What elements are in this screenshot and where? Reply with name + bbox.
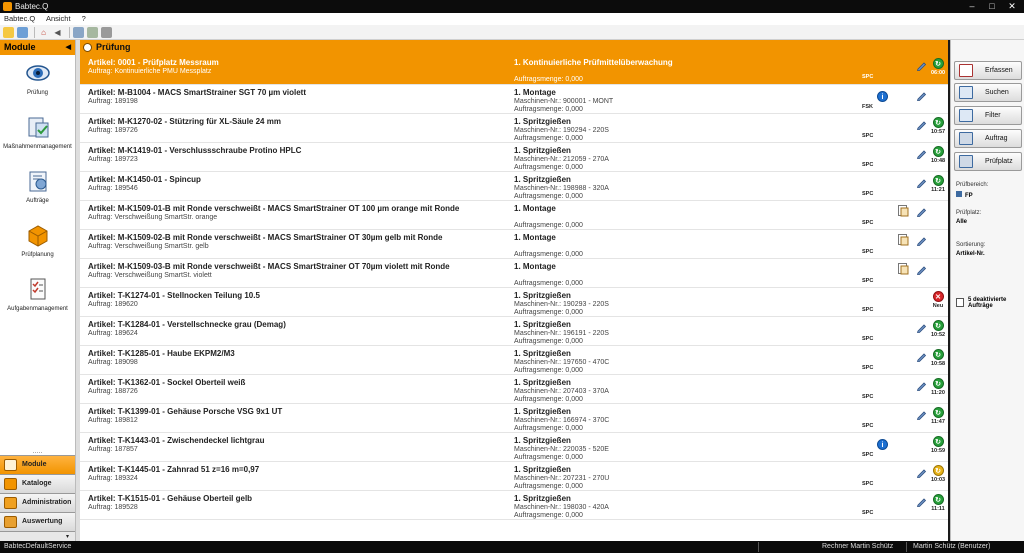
button-label: Prüfplatz	[985, 158, 1013, 165]
nav-group-label: Kataloge	[22, 480, 52, 487]
method-tag: SPC	[862, 191, 874, 197]
method-tag: SPC	[862, 307, 874, 313]
document-icon[interactable]	[898, 205, 909, 217]
collapse-icon[interactable]: ◀	[65, 44, 71, 51]
process-step: 1. Spritzgießen	[514, 175, 571, 184]
list-item[interactable]	[80, 259, 948, 288]
pruefplatz-button[interactable]	[954, 152, 1022, 171]
article-title: Artikel: T-K1285-01 - Haube EKPM2/M3	[88, 349, 235, 358]
nav-group-auswertung[interactable]	[0, 512, 75, 531]
method-tag: SPC	[862, 220, 874, 226]
list-item[interactable]	[80, 55, 948, 85]
home-icon[interactable]: ⌂	[41, 27, 46, 37]
order-text: Auftrag: 189726	[88, 127, 138, 134]
method-tag: SPC	[862, 278, 874, 284]
article-title: Artikel: T-K1443-01 - Zwischendeckel lichtgrau	[88, 436, 265, 445]
article-title: Artikel: T-K1445-01 - Zahnrad 51 z=16 m=0,97	[88, 465, 260, 474]
title-bar	[0, 0, 1024, 13]
method-tag: SPC	[862, 133, 874, 139]
order-quantity: Auftragsmenge: 0,000	[514, 222, 583, 229]
main-title: Prüfung	[96, 42, 131, 52]
status-bar	[0, 541, 1024, 553]
article-title: Artikel: M-K1450-01 - Spincup	[88, 175, 201, 184]
pencil-icon[interactable]	[916, 496, 927, 507]
list-item[interactable]	[80, 375, 948, 404]
new-icon[interactable]	[3, 27, 14, 38]
toolbar-separator	[69, 27, 70, 38]
filter-button[interactable]	[954, 106, 1022, 125]
method-tag: SPC	[862, 74, 874, 80]
machine-number: Maschinen-Nr.: 220035 - 520E	[514, 446, 609, 453]
window-title: Babtec.Q	[15, 2, 49, 11]
folder-icon	[956, 191, 962, 197]
user-status: Martin Schütz (Benutzer)	[913, 543, 991, 550]
print-icon[interactable]	[101, 27, 112, 38]
nav-group-label: Module	[22, 461, 47, 468]
pencil-icon[interactable]	[916, 264, 927, 275]
status-indicator[interactable]	[931, 146, 945, 164]
save-icon[interactable]	[17, 27, 28, 38]
erfassen-button[interactable]	[954, 61, 1022, 80]
module-label: Aufträge	[26, 198, 49, 204]
status-indicator[interactable]	[931, 58, 945, 76]
status-time: 10:52	[931, 332, 946, 338]
suchen-button[interactable]	[954, 83, 1022, 102]
process-step: 1. Spritzgießen	[514, 117, 571, 126]
pruefplatz-info	[956, 210, 981, 225]
process-step: 1. Kontinuierliche Prüfmittelüberwachung	[514, 58, 673, 67]
main-header	[80, 40, 948, 55]
order-text: Auftrag: 189198	[88, 98, 138, 105]
machine-number: Maschinen-Nr.: 198988 - 320A	[514, 185, 609, 192]
status-separator	[906, 542, 907, 552]
auftrag-button[interactable]	[954, 129, 1022, 148]
module-label: Aufgabenmanagement	[7, 306, 68, 312]
pruefbereich-info	[956, 182, 988, 199]
order-text: Auftrag: 189098	[88, 359, 138, 366]
status-icon: ↻	[933, 436, 944, 447]
process-step: 1. Spritzgießen	[514, 407, 571, 416]
sort-value[interactable]: Artikel-Nr.	[956, 251, 985, 257]
module-massnahmen[interactable]	[0, 109, 75, 163]
process-step: 1. Spritzgießen	[514, 436, 571, 445]
process-step: 1. Spritzgießen	[514, 378, 571, 387]
pruefbereich-label: Prüfbereich:	[956, 182, 989, 188]
pencil-icon[interactable]	[916, 351, 927, 362]
order-text: Auftrag: Verschweißung SmartStr. orange	[88, 214, 218, 221]
status-indicator[interactable]	[931, 117, 945, 135]
sort-info	[956, 242, 985, 257]
app-icon	[3, 2, 12, 11]
article-title: Artikel: M-K1509-03-B mit Ronde verschweißt - MACS SmartStrainer OT 70µm violett mit Ronde	[88, 262, 450, 271]
list-item[interactable]	[80, 404, 948, 433]
article-title: Artikel: M-B1004 - MACS SmartStrainer SGT 70 µm violett	[88, 88, 306, 97]
module-label: Maßnahmenmanagement	[3, 144, 72, 150]
status-indicator[interactable]	[931, 378, 945, 396]
article-title: Artikel: T-K1284-01 - Verstellschnecke grau (Demag)	[88, 320, 286, 329]
status-icon: ↻	[933, 320, 944, 331]
list-item[interactable]	[80, 462, 948, 491]
order-quantity: Auftragsmenge: 0,000	[514, 76, 583, 83]
method-tag: SPC	[862, 510, 874, 516]
status-time: 11:21	[931, 187, 945, 193]
process-step: 1. Montage	[514, 204, 556, 213]
method-tag: SPC	[862, 481, 874, 487]
pencil-icon[interactable]	[916, 60, 927, 71]
pencil-icon[interactable]	[916, 206, 927, 217]
machine-number: Maschinen-Nr.: 207231 - 270U	[514, 475, 610, 482]
order-text: Auftrag: 189546	[88, 185, 138, 192]
order-quantity: Auftragsmenge: 0,000	[514, 106, 583, 113]
pencil-icon[interactable]	[916, 467, 927, 478]
nav-group-label: Administration	[22, 499, 72, 506]
method-tag: SPC	[862, 452, 874, 458]
export-icon[interactable]	[87, 27, 98, 38]
pruefplatz-label: Prüfplatz:	[956, 210, 982, 216]
process-step: 1. Montage	[514, 88, 556, 97]
article-title: Artikel: T-K1274-01 - Stellnocken Teilung 10.5	[88, 291, 260, 300]
order-text: Auftrag: 189620	[88, 301, 138, 308]
process-step: 1. Montage	[514, 233, 556, 242]
method-tag: SPC	[862, 365, 874, 371]
machine-number: Maschinen-Nr.: 212059 - 270A	[514, 156, 609, 163]
order-text: Auftrag: Kontinuierliche PMU Messplatz	[88, 68, 212, 75]
search-icon	[959, 86, 973, 99]
module-label: Prüfplanung	[21, 252, 54, 258]
order-quantity: Auftragsmenge: 0,000	[514, 280, 583, 287]
order-quantity: Auftragsmenge: 0,000	[514, 251, 583, 258]
article-title: Artikel: T-K1362-01 - Sockel Oberteil weiß	[88, 378, 246, 387]
module-group-icon	[4, 459, 17, 471]
status-icon: ↻	[933, 407, 944, 418]
report-icon[interactable]	[73, 27, 84, 38]
menu-bar	[0, 13, 1024, 25]
pruefbereich-text: FP	[965, 193, 973, 199]
record-icon	[959, 64, 973, 77]
module-label: Prüfung	[26, 90, 48, 96]
order-text: Auftrag: 189324	[88, 475, 138, 482]
method-tag: SPC	[862, 162, 874, 168]
machine-number: Maschinen-Nr.: 207403 - 370A	[514, 388, 609, 395]
button-label: Filter	[985, 112, 1001, 119]
back-icon[interactable]: ◀	[54, 27, 61, 37]
status-time: 10:58	[931, 361, 946, 367]
status-time: 06:00	[931, 70, 946, 76]
article-title: Artikel: T-K1515-01 - Gehäuse Oberteil gelb	[88, 494, 253, 503]
nav-group-administration[interactable]	[0, 493, 75, 512]
order-text: Auftrag: 189624	[88, 330, 138, 337]
machine-number: Maschinen-Nr.: 190293 - 220S	[514, 301, 609, 308]
workstation-icon	[959, 155, 973, 168]
status-indicator[interactable]	[931, 175, 945, 193]
list-item[interactable]	[80, 172, 948, 201]
article-title: Artikel: M-K1509-01-B mit Ronde verschweißt - MACS SmartStrainer OT 100 µm orange mit Ronde	[88, 204, 460, 213]
toolbar-separator	[34, 27, 35, 38]
pencil-icon[interactable]	[916, 322, 927, 333]
module-pruefung[interactable]	[0, 55, 75, 109]
list-item[interactable]	[80, 85, 948, 114]
document-icon[interactable]	[898, 263, 909, 275]
status-indicator[interactable]	[931, 349, 945, 367]
info-icon[interactable]: i	[877, 91, 888, 102]
status-time: 10:57	[931, 129, 946, 135]
menu-babtec[interactable]: Babtec.Q	[4, 14, 36, 23]
status-icon: ↻	[933, 349, 944, 360]
maximize-button[interactable]: □	[989, 1, 995, 11]
order-text: Auftrag: 189528	[88, 504, 138, 511]
order-quantity: Auftragsmenge: 0,000	[514, 164, 583, 171]
method-tag: FSK	[862, 104, 873, 110]
process-step: 1. Montage	[514, 262, 556, 271]
service-status: BabtecDefaultService	[4, 543, 72, 550]
pruefplatz-value[interactable]: Alle	[956, 219, 968, 225]
order-quantity: Auftragsmenge: 0,000	[514, 396, 583, 403]
sort-label: Sortierung:	[956, 242, 986, 248]
article-title: Artikel: M-K1509-02-B mit Ronde verschweißt - MACS SmartStrainer OT 30µm gelb mit Ronde	[88, 233, 443, 242]
measures-icon	[25, 115, 51, 139]
status-icon: ↻	[933, 378, 944, 389]
article-title: Artikel: M-K1419-01 - Verschlussschraube Protino HPLC	[88, 146, 302, 155]
process-step: 1. Spritzgießen	[514, 349, 571, 358]
order-icon	[959, 132, 973, 145]
list-item[interactable]	[80, 288, 948, 317]
method-tag: SPC	[862, 394, 874, 400]
process-step: 1. Spritzgießen	[514, 320, 571, 329]
minimize-button[interactable]: –	[969, 1, 975, 11]
more-nav-button[interactable]: ▾	[0, 531, 75, 541]
status-icon: ✕	[933, 291, 944, 302]
inspection-list	[80, 55, 948, 541]
close-button[interactable]: ✕	[1008, 1, 1016, 11]
process-step: 1. Spritzgießen	[514, 291, 571, 300]
navigation-groups	[0, 449, 75, 541]
order-text: Auftrag: 187857	[88, 446, 138, 453]
deactivated-orders-link[interactable]	[956, 297, 1022, 309]
pencil-icon[interactable]	[916, 177, 927, 188]
process-step: 1. Spritzgießen	[514, 465, 571, 474]
list-item[interactable]	[80, 433, 948, 462]
module-panel	[0, 40, 76, 541]
list-item[interactable]	[80, 491, 948, 520]
nav-group-kataloge[interactable]	[0, 474, 75, 493]
order-text: Auftrag: Verschweißung SmartSt. violett	[88, 272, 212, 279]
list-item[interactable]	[80, 346, 948, 375]
article-title: Artikel: T-K1399-01 - Gehäuse Porsche VSG 9x1 UT	[88, 407, 283, 416]
method-tag: SPC	[862, 249, 874, 255]
order-quantity: Auftragsmenge: 0,000	[514, 483, 583, 490]
document-icon	[956, 298, 964, 307]
status-indicator[interactable]	[931, 291, 945, 309]
article-title: Artikel: 0001 - Prüfplatz Messraum	[88, 58, 219, 67]
order-text: Auftrag: 188726	[88, 388, 138, 395]
menu-help[interactable]: ?	[81, 14, 86, 23]
resize-grip[interactable]: .....	[32, 448, 43, 455]
box-icon	[25, 223, 51, 247]
module-panel-header	[0, 40, 75, 55]
status-indicator[interactable]	[931, 320, 945, 338]
status-time: Neu	[932, 303, 944, 309]
list-item[interactable]	[80, 230, 948, 259]
admin-icon	[4, 497, 17, 509]
process-step: 1. Spritzgießen	[514, 146, 571, 155]
status-icon: ↻	[933, 465, 944, 476]
status-time: 10:48	[931, 158, 946, 164]
menu-ansicht[interactable]: Ansicht	[45, 14, 71, 23]
pencil-icon[interactable]	[916, 90, 927, 101]
order-text: Auftrag: 189812	[88, 417, 138, 424]
order-quantity: Auftragsmenge: 0,000	[514, 512, 583, 519]
chart-icon	[4, 516, 17, 528]
status-time: 11:47	[931, 419, 945, 425]
machine-number: Maschinen-Nr.: 190294 - 220S	[514, 127, 609, 134]
button-label: Suchen	[985, 89, 1009, 96]
pencil-icon[interactable]	[916, 380, 927, 391]
method-tag: SPC	[862, 423, 874, 429]
status-time: 11:11	[931, 506, 945, 512]
order-text: Auftrag: Verschweißung SmartStr. gelb	[88, 243, 209, 250]
toolbar	[0, 25, 1024, 40]
status-icon: ↻	[933, 58, 944, 69]
module-pruefplanung[interactable]	[0, 217, 75, 271]
order-quantity: Auftragsmenge: 0,000	[514, 367, 583, 374]
checklist-icon	[25, 277, 51, 301]
module-panel-title: Module	[4, 42, 36, 52]
method-tag: SPC	[862, 336, 874, 342]
order-text: Auftrag: 189723	[88, 156, 138, 163]
status-icon: ↻	[933, 494, 944, 505]
filter-icon	[959, 109, 973, 122]
status-time: 10:03	[931, 477, 946, 483]
order-quantity: Auftragsmenge: 0,000	[514, 193, 583, 200]
pruefbereich-value[interactable]	[956, 191, 988, 199]
status-icon: ↻	[933, 117, 944, 128]
deactivated-text: 5 deaktivierte Aufträge	[968, 297, 1007, 309]
pencil-icon[interactable]	[916, 235, 927, 246]
list-item[interactable]	[80, 114, 948, 143]
order-quantity: Auftragsmenge: 0,000	[514, 425, 583, 432]
pencil-icon[interactable]	[916, 148, 927, 159]
machine-number: Maschinen-Nr.: 166974 - 370C	[514, 417, 610, 424]
status-icon: ↻	[933, 146, 944, 157]
section-icon	[83, 43, 92, 52]
action-panel	[950, 40, 1024, 541]
info-icon[interactable]: i	[877, 439, 888, 450]
nav-group-label: Auswertung	[22, 518, 63, 525]
module-aufgaben[interactable]	[0, 271, 75, 325]
status-indicator[interactable]	[931, 407, 945, 425]
order-quantity: Auftragsmenge: 0,000	[514, 338, 583, 345]
list-item[interactable]	[80, 201, 948, 230]
machine-number: Maschinen-Nr.: 197650 - 470C	[514, 359, 610, 366]
order-quantity: Auftragsmenge: 0,000	[514, 135, 583, 142]
machine-number: Maschinen-Nr.: 196191 - 220S	[514, 330, 609, 337]
pencil-icon[interactable]	[916, 119, 927, 130]
machine-number: Maschinen-Nr.: 900001 - MONT	[514, 98, 614, 105]
nav-group-module[interactable]	[0, 455, 75, 474]
list-item[interactable]	[80, 317, 948, 346]
module-auftraege[interactable]	[0, 163, 75, 217]
status-indicator[interactable]	[931, 494, 945, 512]
catalog-icon	[4, 478, 17, 490]
button-label: Auftrag	[985, 135, 1008, 142]
article-title: Artikel: M-K1270-02 - Stützring für XL-Säule 24 mm	[88, 117, 281, 126]
button-label: Erfassen	[985, 67, 1013, 74]
order-quantity: Auftragsmenge: 0,000	[514, 309, 583, 316]
process-step: 1. Spritzgießen	[514, 494, 571, 503]
status-icon: ↻	[933, 175, 944, 186]
orders-icon	[25, 169, 51, 193]
status-time: 10:59	[931, 448, 946, 454]
pencil-icon[interactable]	[916, 409, 927, 420]
status-separator	[758, 542, 759, 552]
order-quantity: Auftragsmenge: 0,000	[514, 454, 583, 461]
document-icon[interactable]	[898, 234, 909, 246]
eye-icon	[25, 61, 51, 85]
status-time: 11:20	[931, 390, 945, 396]
list-item[interactable]	[80, 143, 948, 172]
machine-number: Maschinen-Nr.: 198030 - 420A	[514, 504, 609, 511]
computer-status: Rechner Martin Schütz	[822, 543, 894, 550]
status-indicator[interactable]	[931, 436, 945, 454]
status-indicator[interactable]	[931, 465, 945, 483]
